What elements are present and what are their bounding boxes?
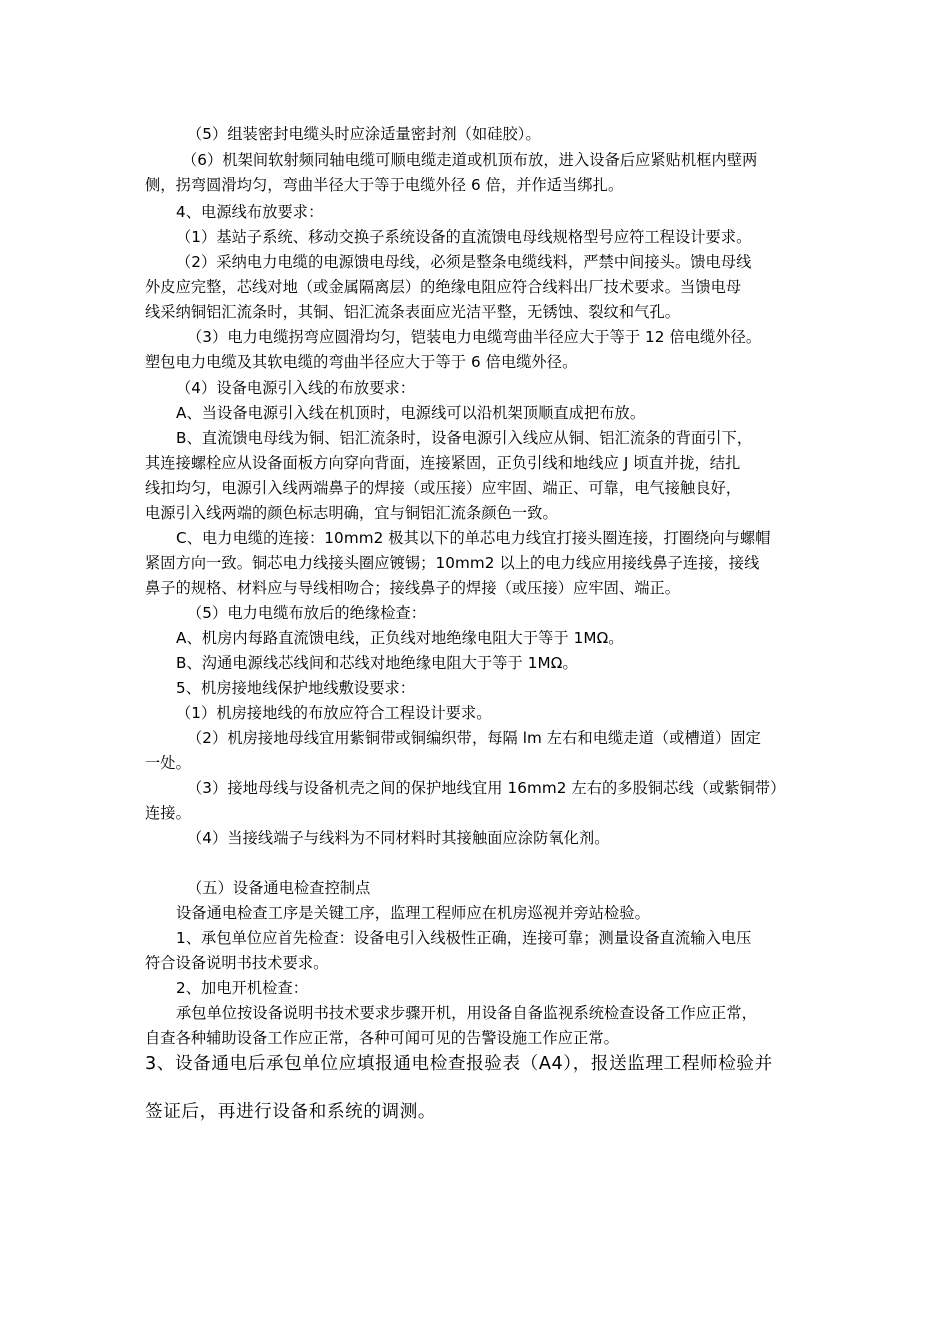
- paragraph-line: B、沟通电源线芯线间和芯线对地绝缘电阻大于等于 1MΩ。: [176, 654, 578, 672]
- section-heading: （五）设备通电检查控制点: [187, 879, 371, 897]
- paragraph-line: （5）电力电缆布放后的绝缘检查：: [187, 604, 427, 622]
- paragraph-line: 一处。: [145, 754, 191, 772]
- paragraph-line: （3）接地母线与设备机壳之间的保护地线宜用 16mm2 左右的多股铜芯线（或紫铜带）: [187, 779, 786, 797]
- paragraph-line: 侧，拐弯圆滑均匀，弯曲半径大于等于电缆外径 6 倍，并作适当绑扎。: [145, 176, 624, 194]
- paragraph-line: 1、承包单位应首先检查：设备电引入线极性正确，连接可靠；测量设备直流输入电压: [176, 929, 752, 947]
- paragraph-line: 线采纳铜铝汇流条时，其铜、铝汇流条表面应光洁平整，无锈蚀、裂纹和气孔。: [145, 303, 681, 321]
- paragraph-line: 承包单位按设备说明书技术要求步骤开机，用设备自备监视系统检查设备工作应正常，: [176, 1004, 757, 1022]
- paragraph-line-large: 3、设备通电后承包单位应填报通电检查报验表（A4），报送监理工程师检验并: [145, 1054, 773, 1074]
- paragraph-line: 连接。: [145, 804, 191, 822]
- paragraph-line: 自查各种辅助设备工作应正常，各种可闻可见的告警设施工作应正常。: [145, 1029, 619, 1047]
- paragraph-line-large: 签证后，再进行设备和系统的调测。: [145, 1102, 437, 1122]
- paragraph-line: （6）机架间软射频同轴电缆可顺电缆走道或机顶布放，进入设备后应紧贴机框内壁两: [182, 151, 758, 169]
- paragraph-line: （3）电力电缆拐弯应圆滑均匀，铠装电力电缆弯曲半径应大于等于 12 倍电缆外径。: [187, 328, 762, 346]
- paragraph-line: A、机房内每路直流馈电线，正负线对地绝缘电阻大于等于 1MΩ。: [176, 629, 624, 647]
- paragraph-line: 其连接螺栓应从设备面板方向穿向背面，连接紧固，正负引线和地线应 J 顷直并拢，结扎: [145, 454, 741, 472]
- paragraph-line: （2）采纳电力电缆的电源馈电母线，必须是整条电缆线料，严禁中间接头。馈电母线: [176, 253, 752, 271]
- paragraph-line: （4）设备电源引入线的布放要求：: [176, 379, 416, 397]
- paragraph-line: 符合设备说明书技术要求。: [145, 954, 329, 972]
- paragraph-line: 设备通电检查工序是关键工序，监理工程师应在机房巡视并旁站检验。: [176, 904, 650, 922]
- paragraph-line: 线扣均匀，电源引入线两端鼻子的焊接（或压接）应牢固、端正、可靠，电气接触良好，: [145, 479, 742, 497]
- paragraph-line: （1）基站子系统、移动交换子系统设备的直流馈电母线规格型号应符工程设计要求。: [176, 228, 752, 246]
- paragraph-line: 外皮应完整，芯线对地（或金属隔离层）的绝缘电阻应符合线料出厂技术要求。当馈电母: [145, 278, 742, 296]
- paragraph-line: （5）组装密封电缆头时应涂适量密封剂（如硅胶）。: [187, 125, 541, 143]
- paragraph-line: B、直流馈电母线为铜、铝汇流条时，设备电源引入线应从铜、铝汇流条的背面引下，: [176, 429, 753, 447]
- paragraph-line: （1）机房接地线的布放应符合工程设计要求。: [176, 704, 492, 722]
- paragraph-line: 塑包电力电缆及其软电缆的弯曲半径应大于等于 6 倍电缆外径。: [145, 353, 578, 371]
- section-heading: 5、机房接地线保护地线敷设要求：: [176, 679, 416, 697]
- paragraph-line: A、当设备电源引入线在机顶时，电源线可以沿机架顶顺直成把布放。: [176, 404, 646, 422]
- paragraph-line: C、电力电缆的连接：10mm2 极其以下的单芯电力线宜打接头圈连接，打圈绕向与螺帽: [176, 529, 771, 547]
- section-heading: 2、加电开机检查：: [176, 979, 309, 997]
- paragraph-line: 电源引入线两端的颜色标志明确，宜与铜铝汇流条颜色一致。: [145, 504, 558, 522]
- paragraph-line: 紧固方向一致。铜芯电力线接头圈应镀锡；10mm2 以上的电力线应用接线鼻子连接，接线: [145, 554, 760, 572]
- section-heading: 4、电源线布放要求：: [176, 203, 324, 221]
- paragraph-line: （2）机房接地母线宜用紫铜带或铜编织带，每隔 lm 左右和电缆走道（或槽道）固定: [187, 729, 761, 747]
- paragraph-line: （4）当接线端子与线料为不同材料时其接触面应涂防氧化剂。: [187, 829, 610, 847]
- paragraph-line: 鼻子的规格、材料应与导线相吻合；接线鼻子的焊接（或压接）应牢固、端正。: [145, 579, 681, 597]
